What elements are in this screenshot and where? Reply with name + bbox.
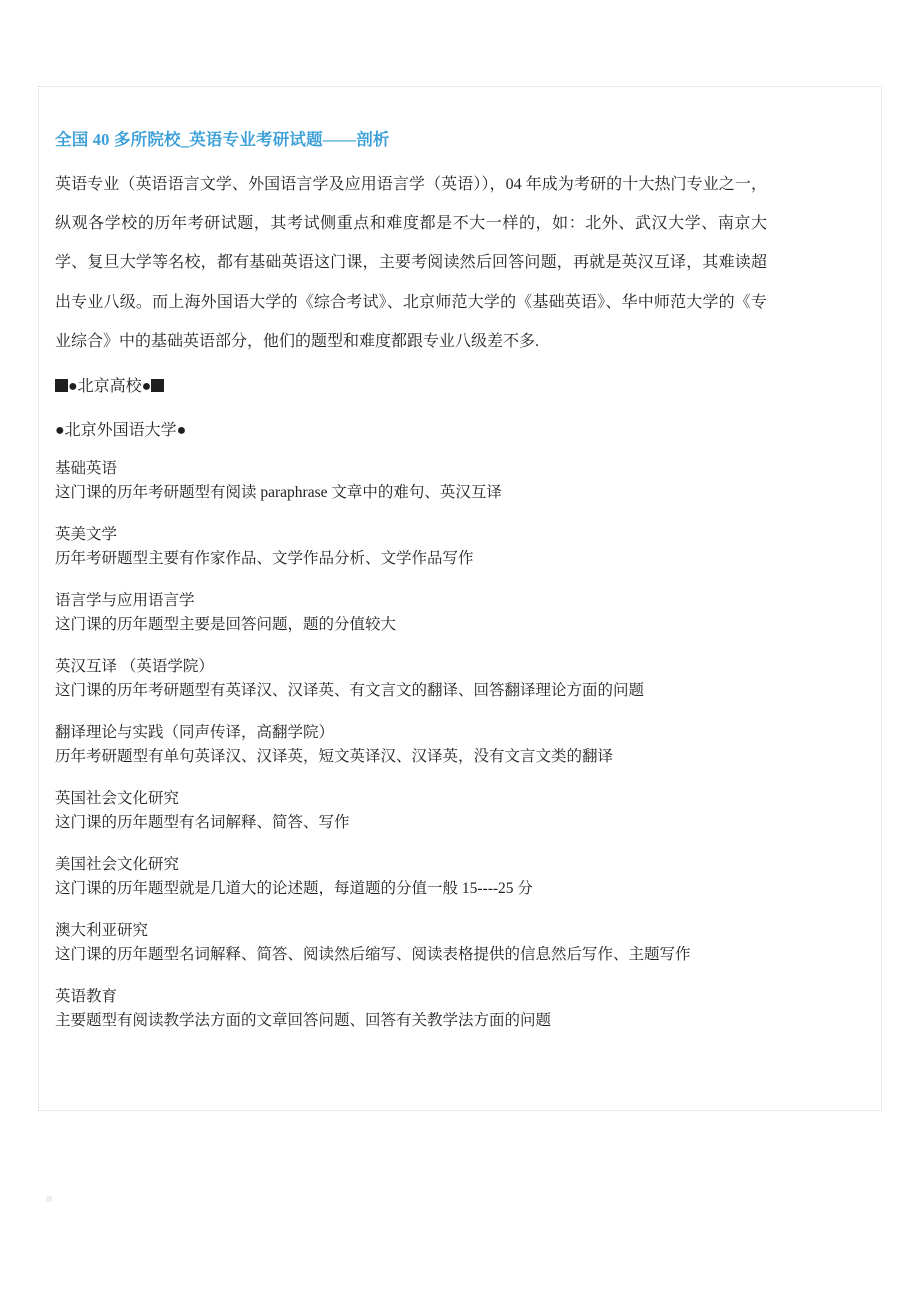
- list-item: [55, 589, 865, 637]
- course-name: 翻译理论与实践（同声传译，高翻学院）: [55, 724, 335, 742]
- course-description: 这门课的历年考研题型有英译汉、汉译英、有文言文的翻译、回答翻译理论方面的问题: [55, 682, 645, 700]
- course-name: 美国社会文化研究: [55, 856, 180, 874]
- course-name: 基础英语: [55, 460, 118, 478]
- course-name: 语言学与应用语言学: [55, 592, 195, 610]
- list-item: [55, 655, 865, 703]
- black-square-icon: [151, 379, 164, 392]
- course-name: 澳大利亚研究: [55, 922, 149, 940]
- region-heading: [55, 371, 865, 403]
- intro-paragraph: 英语专业（英语语言文学、外国语言学及应用语言学（英语）），04 年成为考研的十大热门专业之一，纵观各学校的历年考研试题，其考试侧重点和难度都是不大一样的，如：北外、武汉大学、南京大学、复旦大学等名校，都有基础英语这门课，主要考阅读然后回答问题，再就是英汉互译，其难读超出专业八级。而上海外国语大学的《综合考试》、北京师范大学的《基础英语》、华中师范大学的《专业综合》中的基础英语部分，他们的题型和难度都跟专业八级差不多.: [55, 176, 767, 350]
- course-description: 这门课的历年考研题型有阅读 paraphrase 文章中的难句、英汉互译: [55, 484, 502, 502]
- course-name: 英美文学: [55, 526, 118, 544]
- course-description: 这门课的历年题型有名词解释、简答、写作: [55, 814, 350, 832]
- course-description: 这门课的历年题型主要是回答问题，题的分值较大: [55, 616, 397, 634]
- course-name: 英国社会文化研究: [55, 790, 180, 808]
- course-description: 历年考研题型主要有作家作品、文学作品分析、文学作品写作: [55, 550, 474, 568]
- list-item: [55, 457, 865, 505]
- list-item: [55, 853, 865, 901]
- course-description: 这门课的历年题型名词解释、简答、阅读然后缩写、阅读表格提供的信息然后写作、主题写作: [55, 946, 691, 964]
- list-item: [55, 721, 865, 769]
- page-title: 全国 40 多所院校_英语专业考研试题——剖析: [55, 130, 390, 149]
- list-item: [55, 523, 865, 571]
- list-item: [55, 787, 865, 835]
- school-heading: ●北京外国语大学●: [55, 422, 187, 440]
- course-description: 这门课的历年题型就是几道大的论述题，每道题的分值一般 15----25 分: [55, 880, 533, 898]
- course-name: 英汉互译 （英语学院）: [55, 658, 214, 676]
- course-description: 历年考研题型有单句英译汉、汉译英，短文英译汉、汉译英，没有文言文类的翻译: [55, 748, 614, 766]
- list-item: [55, 985, 865, 1033]
- page-corner-mark: [46, 1196, 52, 1202]
- black-square-icon: [55, 379, 68, 392]
- course-name: 英语教育: [55, 988, 118, 1006]
- document-content: [55, 128, 865, 1051]
- course-description: 主要题型有阅读教学法方面的文章回答问题、回答有关教学法方面的问题: [55, 1012, 552, 1030]
- region-heading-label: ●北京高校●: [68, 378, 152, 396]
- list-item: [55, 919, 865, 967]
